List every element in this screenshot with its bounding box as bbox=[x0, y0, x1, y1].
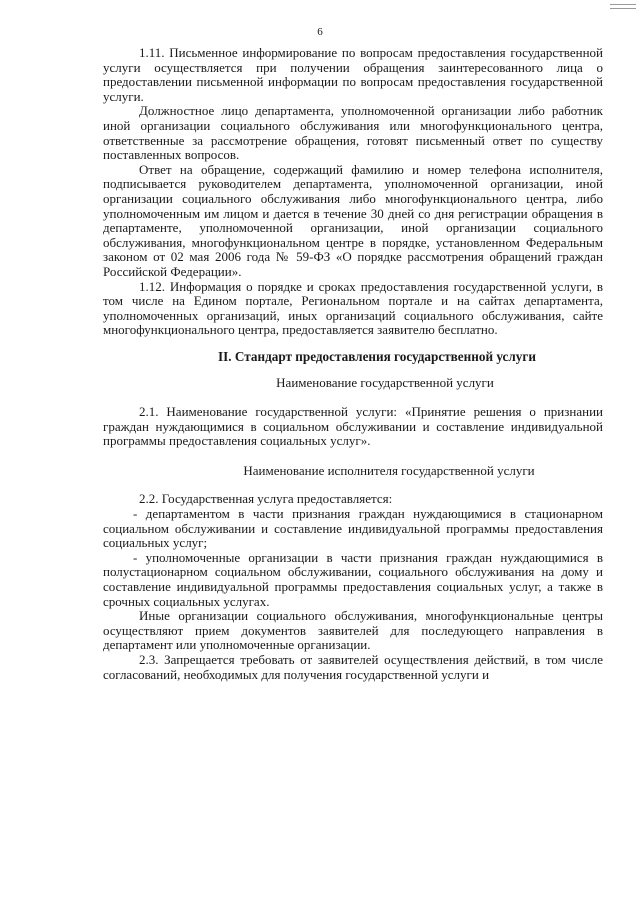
corner-scan-mark bbox=[610, 4, 636, 9]
section-heading: II. Стандарт предоставления государственной услуги bbox=[218, 348, 536, 364]
paragraph-1-11: 1.11. Письменное информирование по вопросам предоставления государственной услуги осуществляется при получении обращения заинтересованного лица о предоставлении письменной информации по вопросам предоставления государственной услуги. bbox=[103, 45, 603, 104]
page-number: 6 bbox=[317, 26, 323, 38]
paragraph-1-12: 1.12. Информация о порядке и сроках предоставления государственной услуги, в том числе на Едином портале, Региональном портале и на сайтах департамента, уполномоченных организаций, иных организаций социального обслуживания, сайте многофункционального центра, предоставляется заявителю бесплатно. bbox=[103, 278, 603, 338]
list-item-authorized-organizations: - уполномоченные организации в части признания граждан нуждающимися в полустационарном социальном обслуживании, социального обслуживания на дому и составление индивидуальной программы предоставления социальных услуг, а также в срочных социальных услугах. bbox=[103, 549, 603, 609]
paragraph-1-11-responsible: Должностное лицо департамента, уполномоченной организации либо работник иной организации социального обслуживания или многофункционального центра, ответственные за рассмотрение обращения, готовят письменный ответ по существу поставленных вопросов. bbox=[103, 103, 603, 163]
document-body bbox=[103, 46, 603, 682]
subheading-service-name: Наименование государственной услуги bbox=[276, 375, 494, 391]
paragraph-2-3: 2.3. Запрещается требовать от заявителей осуществления действий, в том числе согласований, необходимых для получения государственной услуги и bbox=[103, 651, 603, 682]
paragraph-2-2-other-organizations: Иные организации социального обслуживания, многофункциональные центры осуществляют прием документов заявителей для последующего направления в департамент или уполномоченные организации. bbox=[103, 608, 603, 653]
paragraph-2-1: 2.1. Наименование государственной услуги: «Принятие решения о признании граждан нуждающимися в социальном обслуживании и составление индивидуальной программы предоставления социальных услуг». bbox=[103, 404, 603, 449]
paragraph-1-11-answer: Ответ на обращение, содержащий фамилию и номер телефона исполнителя, подписывается руководителем департамента, уполномоченной организации, иной организации социального обслуживания либо многофункционального центра, либо уполномоченным им лицом и дается в течение 30 дней со дня регистрации обращения в департаменте, уполномоченной организации, иной организации социального обслуживания, многофункциональном центре в порядке, установленном Федеральным законом от 02 мая 2006 года № 59-ФЗ «О порядке рассмотрения обращений граждан Российской Федерации». bbox=[103, 161, 603, 279]
list-item-department: - департаментом в части признания граждан нуждающимися в стационарном социальном обслуживании и составление индивидуальной программы предоставления социальных услуг; bbox=[103, 506, 603, 551]
subheading-service-provider: Наименование исполнителя государственной услуги bbox=[243, 462, 535, 478]
paragraph-2-2: 2.2. Государственная услуга предоставляется: bbox=[139, 491, 393, 507]
